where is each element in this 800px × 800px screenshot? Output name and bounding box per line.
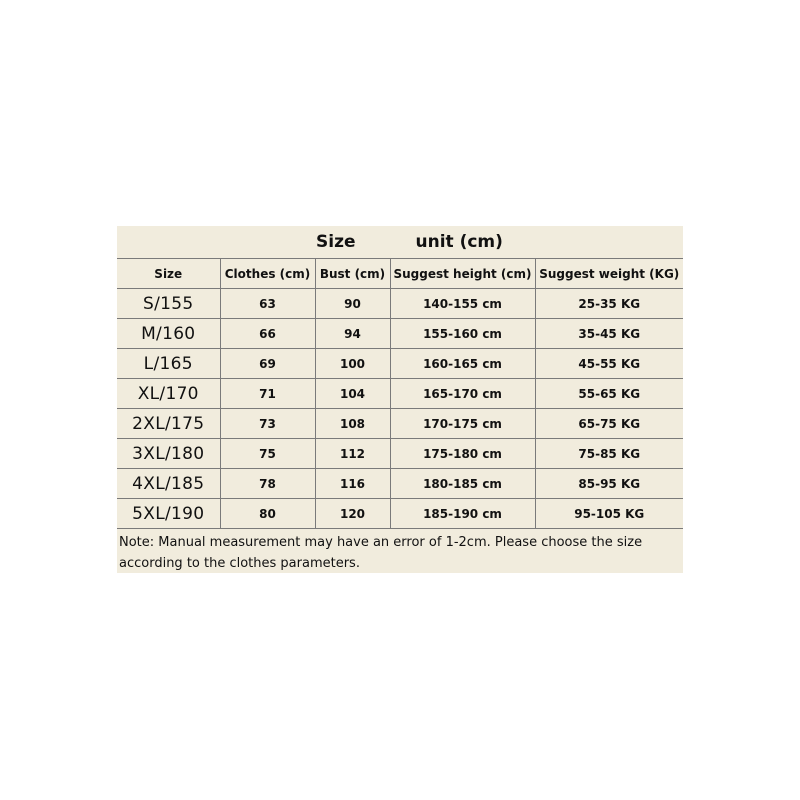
size-cell: XL/170 bbox=[117, 379, 220, 409]
clothes-cell: 69 bbox=[220, 349, 315, 379]
clothes-cell: 78 bbox=[220, 469, 315, 499]
bust-cell: 100 bbox=[315, 349, 390, 379]
size-cell: 5XL/190 bbox=[117, 499, 220, 529]
clothes-cell: 66 bbox=[220, 319, 315, 349]
height-cell: 140-155 cm bbox=[390, 289, 535, 319]
height-cell: 175-180 cm bbox=[390, 439, 535, 469]
weight-cell: 25-35 KG bbox=[535, 289, 683, 319]
size-table bbox=[117, 259, 683, 529]
size-chart bbox=[117, 226, 683, 573]
weight-cell: 55-65 KG bbox=[535, 379, 683, 409]
clothes-cell: 73 bbox=[220, 409, 315, 439]
table-row bbox=[117, 349, 683, 379]
clothes-cell: 71 bbox=[220, 379, 315, 409]
bust-cell: 94 bbox=[315, 319, 390, 349]
chart-title-row bbox=[117, 226, 683, 259]
clothes-cell: 80 bbox=[220, 499, 315, 529]
size-cell: M/160 bbox=[117, 319, 220, 349]
height-cell: 155-160 cm bbox=[390, 319, 535, 349]
size-cell: 3XL/180 bbox=[117, 439, 220, 469]
column-header-bust: Bust (cm) bbox=[315, 259, 390, 289]
bust-cell: 116 bbox=[315, 469, 390, 499]
weight-cell: 45-55 KG bbox=[535, 349, 683, 379]
weight-cell: 85-95 KG bbox=[535, 469, 683, 499]
column-header-weight: Suggest weight (KG) bbox=[535, 259, 683, 289]
size-cell: L/165 bbox=[117, 349, 220, 379]
clothes-cell: 75 bbox=[220, 439, 315, 469]
weight-cell: 95-105 KG bbox=[535, 499, 683, 529]
clothes-cell: 63 bbox=[220, 289, 315, 319]
note-line-2: according to the clothes parameters. bbox=[119, 556, 360, 571]
chart-title: Size bbox=[316, 232, 356, 252]
table-row bbox=[117, 499, 683, 529]
weight-cell: 65-75 KG bbox=[535, 409, 683, 439]
column-header-height: Suggest height (cm) bbox=[390, 259, 535, 289]
size-cell: 4XL/185 bbox=[117, 469, 220, 499]
table-header-row bbox=[117, 259, 683, 289]
bust-cell: 90 bbox=[315, 289, 390, 319]
chart-unit-label: unit (cm) bbox=[415, 232, 503, 252]
weight-cell: 75-85 KG bbox=[535, 439, 683, 469]
size-cell: S/155 bbox=[117, 289, 220, 319]
bust-cell: 108 bbox=[315, 409, 390, 439]
bust-cell: 112 bbox=[315, 439, 390, 469]
weight-cell: 35-45 KG bbox=[535, 319, 683, 349]
bust-cell: 104 bbox=[315, 379, 390, 409]
height-cell: 185-190 cm bbox=[390, 499, 535, 529]
measurement-note bbox=[117, 529, 683, 573]
table-row bbox=[117, 469, 683, 499]
column-header-size: Size bbox=[117, 259, 220, 289]
height-cell: 180-185 cm bbox=[390, 469, 535, 499]
table-row bbox=[117, 319, 683, 349]
height-cell: 170-175 cm bbox=[390, 409, 535, 439]
table-row bbox=[117, 439, 683, 469]
height-cell: 165-170 cm bbox=[390, 379, 535, 409]
column-header-clothes: Clothes (cm) bbox=[220, 259, 315, 289]
size-cell: 2XL/175 bbox=[117, 409, 220, 439]
table-row bbox=[117, 289, 683, 319]
table-row bbox=[117, 409, 683, 439]
height-cell: 160-165 cm bbox=[390, 349, 535, 379]
bust-cell: 120 bbox=[315, 499, 390, 529]
table-row bbox=[117, 379, 683, 409]
note-line-1: Note: Manual measurement may have an error of 1-2cm. Please choose the size bbox=[119, 535, 643, 550]
